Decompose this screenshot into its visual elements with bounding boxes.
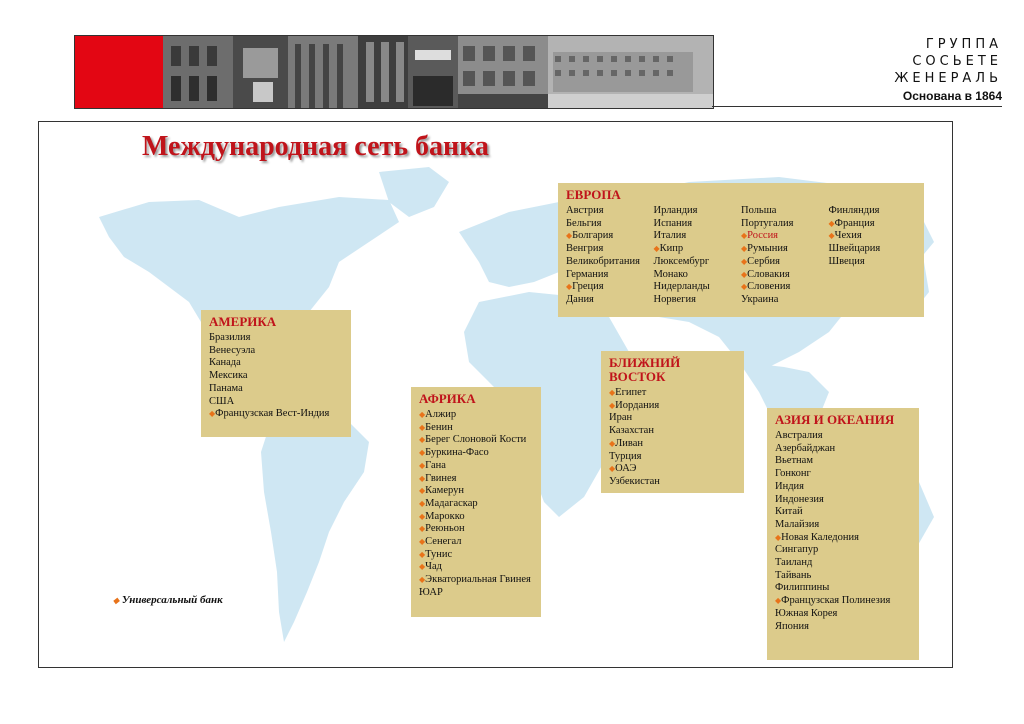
country-name: Буркина-Фасо (425, 447, 489, 459)
country-name: Чад (425, 561, 442, 573)
universal-bank-marker-icon: ◆ (609, 400, 616, 410)
country-name: Малайзия (775, 518, 820, 530)
region-america (201, 310, 351, 437)
societe-generale-logo (894, 36, 1002, 103)
universal-bank-marker-icon: ◆ (741, 269, 748, 279)
universal-bank-marker-icon: ◆ (566, 231, 573, 241)
country-item (775, 595, 911, 608)
country-item (775, 621, 911, 634)
country-name: Сербия (747, 255, 780, 267)
country-item (419, 536, 533, 549)
country-name: Канада (209, 357, 241, 369)
country-item (419, 460, 533, 473)
country-name: Бельгия (566, 217, 602, 229)
country-item (419, 587, 533, 600)
country-name: Гана (425, 459, 446, 471)
country-name: Финляндия (828, 205, 880, 216)
country-item (775, 506, 911, 519)
europe-column (654, 205, 742, 307)
country-item (609, 412, 736, 425)
country-name: Украина (741, 293, 779, 305)
country-name: Венгрия (566, 243, 604, 255)
brand-red-block (75, 36, 163, 108)
country-name: Египет (615, 387, 647, 398)
country-item (775, 455, 911, 468)
country-item (741, 269, 829, 282)
country-item (419, 511, 533, 524)
country-item (566, 294, 654, 307)
country-name: Дания (566, 293, 594, 305)
logo-line-2: СОСЬЕТЕ (912, 54, 1002, 69)
europe-column (829, 205, 917, 307)
universal-bank-marker-icon: ◆ (828, 218, 835, 228)
country-item (566, 205, 654, 218)
country-item (775, 430, 911, 443)
country-name: Иордания (615, 399, 660, 411)
country-name: Филиппины (775, 582, 830, 594)
country-item (775, 532, 911, 545)
country-item (654, 243, 742, 256)
country-item (775, 443, 911, 456)
country-name: Казахстан (609, 425, 654, 437)
country-name: Панама (209, 382, 243, 394)
country-item (741, 281, 829, 294)
country-item (741, 294, 829, 307)
universal-bank-marker-icon: ◆ (419, 498, 426, 508)
country-name: Кипр (659, 243, 684, 255)
universal-bank-marker-icon: ◆ (419, 549, 426, 559)
country-name: Великобритания (566, 255, 640, 267)
country-item (829, 218, 917, 231)
universal-bank-marker-icon: ◆ (419, 422, 426, 432)
country-item (209, 408, 343, 421)
universal-bank-marker-icon: ◆ (609, 438, 616, 448)
universal-bank-marker-icon: ◆ (775, 532, 782, 542)
country-name: Швеция (828, 255, 865, 267)
country-name: Бенин (425, 421, 453, 433)
country-name: Гонконг (775, 468, 811, 480)
country-name: Польша (741, 205, 777, 216)
country-item (775, 494, 911, 507)
country-name: ЮАР (419, 586, 443, 598)
country-item (209, 345, 343, 358)
country-name: Австрия (566, 205, 604, 216)
country-item (419, 447, 533, 460)
country-name: Новая Каледония (781, 531, 859, 543)
country-name: Словения (747, 281, 791, 293)
universal-bank-marker-icon: ◆ (419, 524, 426, 534)
country-item (741, 243, 829, 256)
country-item (741, 218, 829, 231)
country-item (419, 574, 533, 587)
country-item (654, 269, 742, 282)
country-item (566, 218, 654, 231)
country-item (419, 549, 533, 562)
country-name: ОАЭ (615, 463, 637, 475)
country-name: Италия (653, 230, 687, 242)
region-title: БЛИЖНИЙ ВОСТОК (609, 355, 681, 384)
country-item (775, 519, 911, 532)
country-item (566, 281, 654, 294)
country-name: Турция (609, 450, 642, 462)
country-name: Узбекистан (609, 475, 660, 487)
country-name: Китай (775, 506, 803, 518)
logo-founded: Основана в 1864 (902, 89, 1002, 103)
country-name: Франция (834, 217, 875, 229)
country-item (209, 396, 343, 409)
legend (113, 594, 223, 606)
country-name: Нидерланды (653, 281, 710, 293)
country-name: Япония (775, 620, 809, 632)
country-name: Таиланд (775, 557, 813, 569)
country-item (609, 463, 736, 476)
region-africa (411, 387, 541, 617)
region-asia-oceania (767, 408, 919, 660)
universal-bank-marker-icon: ◆ (419, 511, 426, 521)
country-item (419, 422, 533, 435)
legend-label: Универсальный банк (121, 594, 223, 606)
universal-bank-marker-icon: ◆ (741, 256, 748, 266)
country-item (209, 357, 343, 370)
building-photos (163, 36, 713, 108)
country-item (775, 557, 911, 570)
country-item (741, 205, 829, 218)
country-name: Испания (653, 217, 693, 229)
country-name: Болгария (572, 230, 614, 242)
universal-bank-marker-icon: ◆ (653, 244, 660, 254)
country-name: Россия (747, 230, 779, 242)
country-name: Чехия (834, 230, 862, 242)
universal-bank-marker-icon: ◆ (741, 231, 748, 241)
country-name: Бразилия (209, 332, 251, 343)
logo-line-3: ЖЕНЕРАЛЬ (894, 71, 1002, 86)
country-list (209, 332, 343, 421)
country-item (209, 332, 343, 345)
country-name: Люксембург (653, 255, 710, 267)
logo-line-1: ГРУППА (925, 37, 1002, 52)
universal-bank-marker-icon: ◆ (775, 596, 782, 606)
universal-bank-marker-icon: ◆ (566, 282, 573, 292)
country-name: Французская Полинезия (781, 595, 891, 607)
universal-bank-marker-icon: ◆ (609, 464, 616, 474)
country-item (654, 205, 742, 218)
country-item (829, 256, 917, 269)
universal-bank-marker-icon: ◆ (741, 282, 748, 292)
country-item (209, 370, 343, 383)
country-item (775, 582, 911, 595)
country-item (419, 409, 533, 422)
country-name: Румыния (747, 243, 788, 255)
universal-bank-marker-icon: ◆ (419, 486, 426, 496)
country-item (775, 608, 911, 621)
region-title: АЗИЯ И ОКЕАНИЯ (775, 412, 895, 427)
country-name: Германия (566, 268, 609, 280)
country-item (419, 523, 533, 536)
universal-bank-marker-icon: ◆ (419, 562, 426, 572)
universal-bank-marker-icon: ◆ (419, 473, 426, 483)
country-item (741, 230, 829, 243)
europe-column (741, 205, 829, 307)
slide-frame (38, 121, 953, 668)
country-name: Индия (775, 480, 804, 492)
country-name: Австралия (775, 430, 823, 441)
region-title: АМЕРИКА (209, 314, 277, 329)
universal-bank-marker-icon: ◆ (113, 596, 120, 605)
country-item (654, 256, 742, 269)
country-item (419, 498, 533, 511)
country-name: Мексика (209, 370, 248, 382)
country-item (566, 243, 654, 256)
region-title: ЕВРОПА (566, 187, 621, 202)
country-name: Словакия (747, 268, 790, 280)
universal-bank-marker-icon: ◆ (609, 388, 616, 397)
country-item (829, 230, 917, 243)
country-item (609, 387, 736, 400)
country-name: Венесуэла (209, 344, 256, 356)
country-name: Индонезия (775, 493, 824, 505)
country-name: Греция (572, 281, 604, 293)
country-item (419, 473, 533, 486)
universal-bank-marker-icon: ◆ (419, 410, 426, 419)
country-list (609, 387, 736, 489)
country-name: Берег Слоновой Кости (425, 434, 527, 446)
country-name: Реюньон (425, 523, 465, 535)
country-name: Южная Корея (775, 607, 838, 619)
page-title: Международная сеть банка (142, 131, 489, 162)
universal-bank-marker-icon: ◆ (419, 448, 426, 458)
country-name: Ливан (615, 437, 643, 449)
country-item (609, 451, 736, 464)
country-item (654, 230, 742, 243)
country-name: Камерун (425, 485, 464, 497)
region-middle-east (601, 351, 744, 493)
country-item (419, 434, 533, 447)
country-item (566, 230, 654, 243)
country-name: Французская Вест-Индия (215, 408, 330, 420)
universal-bank-marker-icon: ◆ (741, 244, 748, 254)
country-name: Марокко (425, 510, 465, 522)
country-name: США (209, 395, 235, 407)
country-name: Португалия (741, 217, 794, 229)
country-name: Сенегал (425, 536, 462, 548)
europe-country-columns (566, 205, 916, 307)
country-item (566, 256, 654, 269)
country-name: Гвинея (425, 472, 457, 484)
country-name: Норвегия (653, 293, 696, 305)
universal-bank-marker-icon: ◆ (209, 409, 216, 419)
country-name: Иран (609, 412, 633, 424)
country-name: Ирландия (653, 205, 698, 216)
country-item (654, 281, 742, 294)
country-item (775, 544, 911, 557)
country-item (654, 218, 742, 231)
country-item (609, 476, 736, 489)
country-item (609, 400, 736, 413)
country-item (775, 468, 911, 481)
country-name: Сингапур (775, 544, 819, 556)
region-europe (558, 183, 924, 317)
country-item (609, 425, 736, 438)
country-name: Швейцария (828, 243, 881, 255)
country-list (419, 409, 533, 600)
country-item (209, 383, 343, 396)
universal-bank-marker-icon: ◆ (419, 537, 426, 547)
europe-column (566, 205, 654, 307)
country-item (829, 205, 917, 218)
universal-bank-marker-icon: ◆ (828, 231, 835, 241)
country-item (419, 485, 533, 498)
country-name: Азербайджан (775, 442, 836, 454)
country-item (654, 294, 742, 307)
country-name: Вьетнам (775, 455, 813, 467)
country-item (775, 570, 911, 583)
country-list (775, 430, 911, 633)
country-name: Алжир (425, 409, 457, 420)
country-name: Мадагаскар (425, 497, 478, 509)
country-item (741, 256, 829, 269)
universal-bank-marker-icon: ◆ (419, 435, 426, 445)
universal-bank-marker-icon: ◆ (419, 460, 426, 470)
universal-bank-marker-icon: ◆ (419, 575, 426, 585)
country-name: Тайвань (775, 569, 812, 581)
region-title: АФРИКА (419, 391, 476, 406)
country-item (829, 243, 917, 256)
country-name: Экваториальная Гвинея (425, 574, 531, 586)
header-rule (712, 106, 1002, 107)
country-item (609, 438, 736, 451)
header-photo-banner (74, 35, 714, 109)
country-item (775, 481, 911, 494)
country-name: Тунис (425, 548, 453, 560)
country-item (566, 269, 654, 282)
country-item (419, 561, 533, 574)
country-name: Монако (653, 268, 688, 280)
